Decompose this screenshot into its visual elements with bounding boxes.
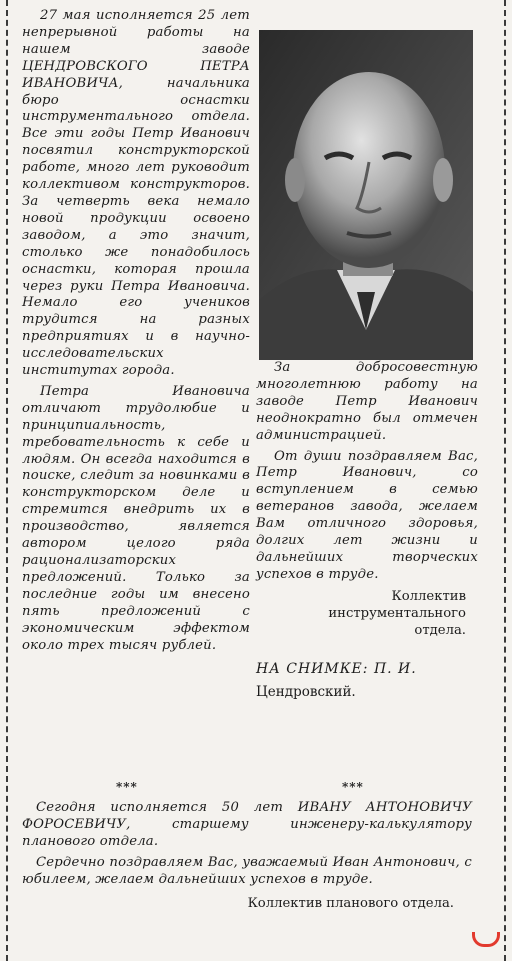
- article2-paragraph-1: Сегодня исполняется 50 лет ИВАНУ АНТОНОВИЧУ ФОРОСЕВИЧУ, старшему инженеру-калькулятору планового отдела.: [22, 800, 472, 849]
- portrait-image: [259, 30, 473, 360]
- article1-right-column: [256, 360, 478, 701]
- article1-paragraph-4: От души поздравляем Вас, Петр Иванович, со вступлением в семью ветеранов завода, желаем Вам отличного здоровья, долгих лет жизни и дальнейших творческих успехов в труде.: [256, 448, 478, 582]
- signature-line-1: Коллектив: [391, 588, 466, 604]
- photo-caption-name: Цендровский.: [256, 683, 356, 700]
- portrait-photo: [259, 30, 473, 360]
- separator-left: ***: [116, 780, 138, 794]
- article2-paragraph-2: Сердечно поздравляем Вас, уважаемый Иван Антонович, с юбилеем, желаем дальнейших успехов в труде.: [22, 854, 472, 887]
- right-dashed-border: [504, 0, 506, 961]
- article1-paragraph-2: Петра Ивановича отличают трудолюбие и принципиальность, требовательность к себе и людям. Он всегда находится в поиске, следит за новинками в конструкторском деле и стремится внедрить их в производство, является автором целого ряда рационализаторских предложений. Только за последние годы им внесено пять предложений с экономическим эффектом около трех тысяч рублей.: [22, 383, 250, 653]
- article1-signature: [256, 588, 478, 639]
- article2: [22, 800, 472, 912]
- separator-right: ***: [342, 780, 364, 794]
- article2-signature: Коллектив планового отдела.: [247, 895, 454, 911]
- article1-paragraph-1: 27 мая исполняется 25 лет непрерывной работы на нашем заводе ЦЕНДРОВСКОГО ПЕТРА ИВАНОВИЧА, начальника бюро оснастки инструментального отдела. Все эти годы Петр Иванович посвятил конструкторской работе, много лет руководит коллективом конструкторов. За четверть века немало новой продукции освоено заводом, а это значит, столько же понадобилось оснастки, которая прошла через руки Петра Ивановича. Немало его учеников трудится на разных предприятиях и в научно-исследовательских институтах города.: [22, 8, 250, 379]
- article1-paragraph-3: За добросовестную многолетнюю работу на заводе Петр Иванович неоднократно был отмечен администрацией.: [256, 360, 478, 443]
- left-dashed-border: [6, 0, 8, 961]
- article1-left-column: [22, 8, 250, 658]
- signature-line-2: инструментального: [328, 605, 466, 621]
- corner-smile-mark: [472, 932, 500, 947]
- signature-line-3: отдела.: [414, 622, 466, 638]
- photo-caption: НА СНИМКЕ: П. И.: [256, 660, 417, 677]
